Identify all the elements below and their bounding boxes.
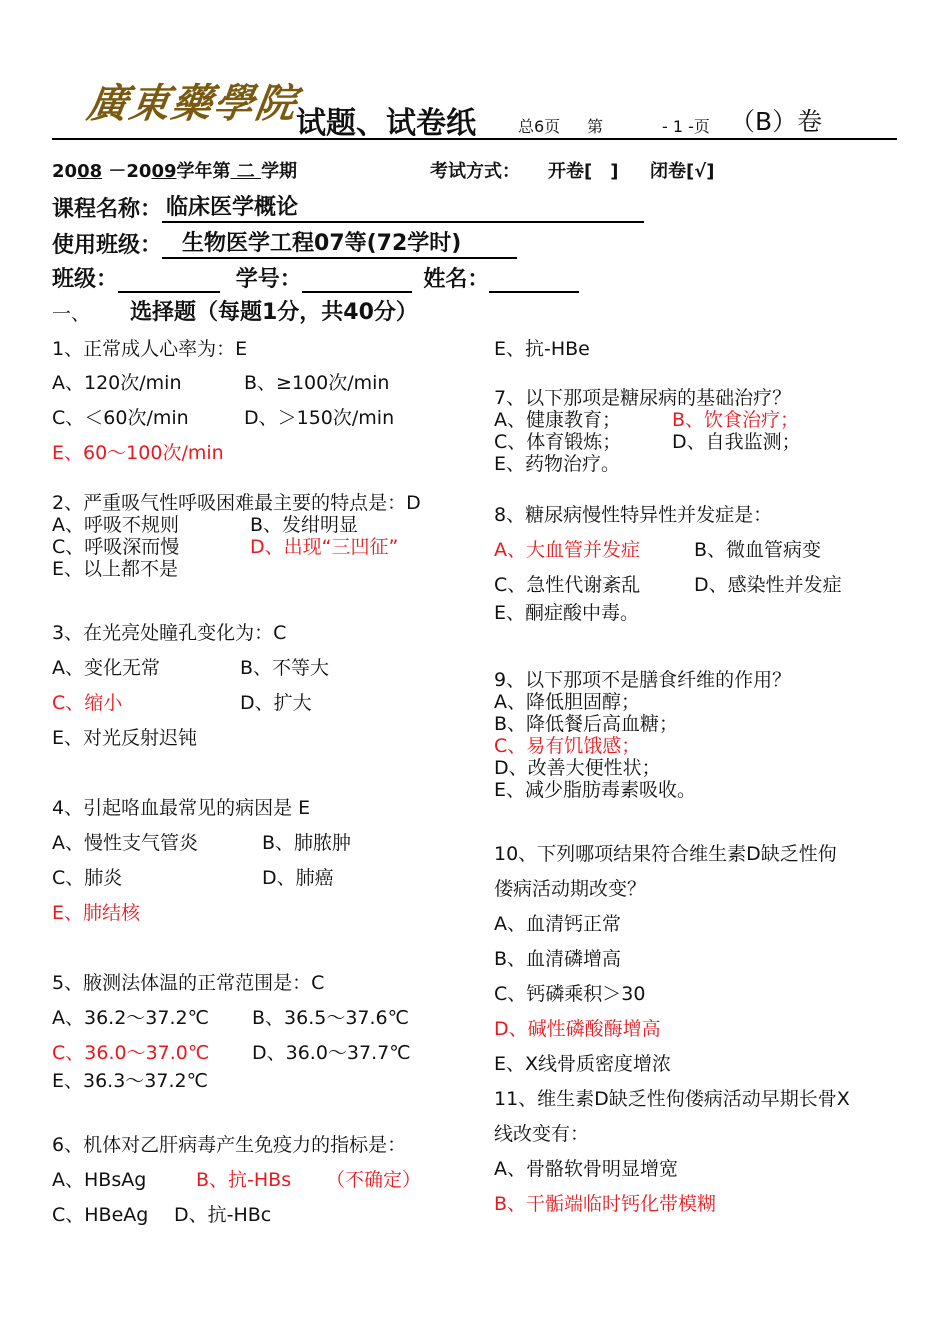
q2-stem: 2、严重吸气性呼吸困难最主要的特点是：D <box>52 492 421 514</box>
class-use-field <box>162 231 517 259</box>
q11-option-a: A、骨骼软骨明显增宽 <box>494 1158 678 1180</box>
q3-option-d: D、扩大 <box>240 692 312 714</box>
q5-option-b: B、36.5～37.6℃ <box>252 1007 409 1029</box>
q9-option-e: E、减少脂肪毒素吸收。 <box>494 779 697 801</box>
q7-option-e: E、药物治疗。 <box>494 453 621 475</box>
year-end: 09 <box>151 161 177 182</box>
q11-stem-line1: 11、维生素D缺乏性佝偻病活动早期长骨X <box>494 1088 850 1110</box>
year-mid: －20 <box>102 161 152 182</box>
q10-option-a: A、血清钙正常 <box>494 913 621 935</box>
class-use-value: 生物医学工程07等(72学时) <box>182 231 462 256</box>
document-title: 试题、试卷纸 <box>296 106 476 141</box>
q3-stem: 3、在光亮处瞳孔变化为：C <box>52 622 287 644</box>
q1-stem: 1、正常成人心率为：E <box>52 338 248 360</box>
q8-option-e: E、酮症酸中毒。 <box>494 602 640 624</box>
total-pages: 总6页 <box>518 117 561 136</box>
q9-stem: 9、以下那项不是膳食纤维的作用？ <box>494 669 792 691</box>
section-number: 一、 <box>52 303 91 325</box>
q4-option-c: C、肺炎 <box>52 867 123 889</box>
page-number: - 1 -页 <box>662 117 710 136</box>
q7-stem: 7、以下那项是糖尿病的基础治疗？ <box>494 387 792 409</box>
q4-option-d: D、肺癌 <box>262 867 334 889</box>
q6-uncertain-note: （不确定） <box>326 1169 422 1191</box>
q7-option-a: A、健康教育； <box>494 409 621 431</box>
q6-option-b-answer: B、抗-HBs <box>196 1169 292 1191</box>
university-logo: 廣東藥學院 <box>84 80 301 127</box>
q7-option-b-answer: B、饮食治疗； <box>672 409 800 431</box>
class-use-label: 使用班级： <box>52 233 163 258</box>
student-info-row <box>52 262 579 293</box>
q5-option-c-answer: C、36.0～37.0℃ <box>52 1042 210 1064</box>
year-prefix: 20 <box>52 161 78 182</box>
q3-option-c-answer: C、缩小 <box>52 692 123 714</box>
q9-option-a: A、降低胆固醇； <box>494 691 640 713</box>
q5-stem: 5、腋测法体温的正常范围是：C <box>52 972 325 994</box>
academic-year <box>52 157 297 183</box>
student-id-label: 学号： <box>235 267 302 292</box>
year-text: 学年第 <box>176 161 231 182</box>
semester: 二 <box>230 161 262 182</box>
q6-option-d: D、抗-HBc <box>174 1204 272 1226</box>
class-field <box>118 269 220 293</box>
q10-option-d-answer: D、碱性磷酸酶增高 <box>494 1018 661 1040</box>
q6-option-a: A、HBsAg <box>52 1169 147 1191</box>
course-row <box>52 192 644 223</box>
header-rule <box>52 138 897 140</box>
q2-option-b: B、发绀明显 <box>250 514 359 536</box>
q8-option-d: D、感染性并发症 <box>694 574 842 596</box>
q4-option-b: B、肺脓肿 <box>262 832 352 854</box>
q2-option-a: A、呼吸不规则 <box>52 514 179 536</box>
q4-option-e-answer: E、肺结核 <box>52 902 141 924</box>
name-label: 姓名： <box>423 267 490 292</box>
q7-option-c: C、体育锻炼； <box>494 431 622 453</box>
q2-option-c: C、呼吸深而慢 <box>52 536 180 558</box>
page-label: 第 <box>587 117 604 136</box>
q1-option-b: B、≥100次/min <box>244 372 390 394</box>
q1-option-e-answer: E、60～100次/min <box>52 442 224 464</box>
q11-stem-line2: 线改变有： <box>494 1123 590 1145</box>
q10-option-e: E、X线骨质密度增浓 <box>494 1053 672 1075</box>
q10-option-b: B、血清磷增高 <box>494 948 622 970</box>
closed-book-checkbox: 闭卷[√] <box>650 161 715 182</box>
section-title: 选择题（每题1分，共40分） <box>130 300 418 325</box>
q5-option-a: A、36.2～37.2℃ <box>52 1007 209 1029</box>
q4-stem: 4、引起咯血最常见的病因是 E <box>52 797 311 819</box>
q4-option-a: A、慢性支气管炎 <box>52 832 198 854</box>
paper-variant: （B）卷 <box>730 107 823 136</box>
q6-option-e: E、抗-HBe <box>494 338 590 360</box>
class-use-row <box>52 228 517 259</box>
name-field <box>489 269 579 293</box>
class-label: 班级： <box>52 267 119 292</box>
q5-option-d: D、36.0～37.7℃ <box>252 1042 411 1064</box>
q2-option-e: E、以上都不是 <box>52 558 179 580</box>
course-name: 临床医学概论 <box>166 195 299 220</box>
q5-option-e: E、36.3～37.2℃ <box>52 1070 208 1092</box>
q3-option-a: A、变化无常 <box>52 657 160 679</box>
q10-option-c: C、钙磷乘积＞30 <box>494 983 646 1005</box>
q6-stem: 6、机体对乙肝病毒产生免疫力的指标是： <box>52 1134 407 1156</box>
q6-option-c: C、HBeAg <box>52 1204 149 1226</box>
q8-option-c: C、急性代谢紊乱 <box>494 574 641 596</box>
open-book-checkbox: 开卷[ ] <box>548 161 619 182</box>
q7-option-d: D、自我监测； <box>672 431 801 453</box>
q2-option-d-answer: D、出现“三凹征” <box>250 536 399 558</box>
course-name-field <box>162 195 644 223</box>
q9-option-b: B、降低餐后高血糖； <box>494 713 679 735</box>
q1-option-c: C、＜60次/min <box>52 407 189 429</box>
semester-suffix: 学期 <box>261 161 298 182</box>
year-start: 08 <box>77 161 103 182</box>
q10-stem-line2: 偻病活动期改变？ <box>494 878 647 900</box>
q3-option-b: B、不等大 <box>240 657 330 679</box>
q8-option-a-answer: A、大血管并发症 <box>494 539 640 561</box>
q1-option-d: D、＞150次/min <box>244 407 395 429</box>
q9-option-c-answer: C、易有饥饿感； <box>494 735 641 757</box>
q1-option-a: A、120次/min <box>52 372 182 394</box>
q8-stem: 8、糖尿病慢性特异性并发症是： <box>494 504 773 526</box>
exam-mode-label: 考试方式： <box>430 161 520 182</box>
q3-option-e: E、对光反射迟钝 <box>52 727 198 749</box>
q10-stem-line1: 10、下列哪项结果符合维生素D缺乏性佝 <box>494 843 837 865</box>
q8-option-b: B、微血管病变 <box>694 539 822 561</box>
student-id-field <box>302 269 412 293</box>
q9-option-d: D、改善大便性状； <box>494 757 661 779</box>
course-label: 课程名称： <box>52 197 163 222</box>
q11-option-b-answer: B、干骺端临时钙化带模糊 <box>494 1193 717 1215</box>
